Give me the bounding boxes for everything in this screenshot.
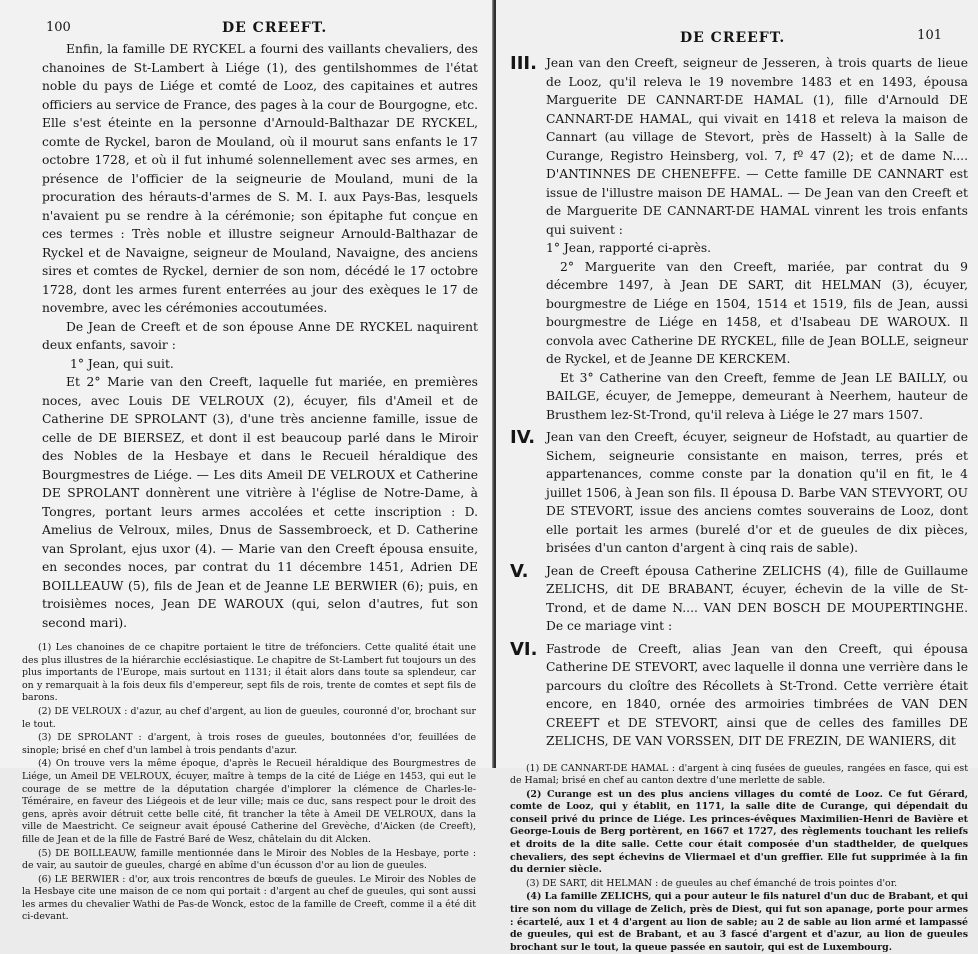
entry-text <box>546 640 968 751</box>
entry-paragraph: 2° Marguerite van den Creeft, mariée, par contrat du 9 décembre 1497, à Jean DE SART, dit HELMAN (3), écuyer, bourgmestre de Liége en 1504, 1514 et 1519, fils de Jean, aussi bourgmestre de Liége en 1458, et d'Isabeau DE WAROUX. Il convola avec Catherine DE RYCKEL, fille de Jean BOLLE, seigneur de Ryckel, et de Jeanne DE KERCKEM. <box>546 258 968 369</box>
footnote: (5) DE BOILLEAUW, famille mentionnée dans le Miroir des Nobles de la Hesbaye, porte : de vair, au sautoir de gueules, chargé en abîme d'un écusson d'or au lion de gueules. <box>22 848 476 873</box>
footnote: (4) On trouve vers la même époque, d'après le Recueil héraldique des Bourgmestres de Liége, un Ameil DE VELROUX, écuyer, maître à temps de la cité de Liége en 1453, qui eut le courage de se mettre de la députation chargée d'implorer la clémence de Charles-le-Téméraire, en faveur des Liégeois et de leur ville; mais ce duc, sans respect pour le droit des gens, après avoir détruit cette belle cité, fit trancher la tête à Ameil DE VELROUX, dans la ville de Maestricht. Ce seigneur avait épousé Catherine del Grevèche, d'Aicken (de Creeft), fille de Jean et de la fille de Fastré Baré de Wesz, châtelain du dit Alcken. <box>22 758 476 846</box>
footnote: (2) DE VELROUX : d'azur, au chef d'argent, au lion de gueules, couronné d'or, brochant sur le tout. <box>22 706 476 731</box>
left-page-number: 100 <box>46 20 71 35</box>
right-body-text <box>510 54 968 751</box>
entry-paragraph: Jean de Creeft épousa Catherine ZELICHS (4), fille de Guillaume ZELICHS, dit DE BRABANT, écuyer, échevin de la ville de St-Trond, et de dame N.... VAN DEN BOSCH DE MOUPERTINGHE. De ce mariage vint : <box>546 562 968 636</box>
right-page-header <box>510 0 968 40</box>
footnote: (2) Curange est un des plus anciens villages du comté de Looz. Ce fut Gérard, comte de Looz, qui y établit, en 1171, la salle dite de Curange, qui dépendait du conseil privé du prince de Liége. Les princes-évêques Maximilien-Henri de Bavière et George-Louis de Berg portèrent, en 1667 et 1727, des règlements touchant les reliefs et droits de la dite salle. Cette cour était composée d'un stadthelder, de quelques chevaliers, des sept échevins de Vliermael et d'un greffier. Elle fut supprimée à la fin du dernier siècle. <box>510 789 968 877</box>
entry-paragraph: Et 3° Catherine van den Creeft, femme de Jean LE BAILLY, ou BAILGE, écuyer, de Jemeppe, demeurant à Neerhem, hauteur de Brusthem lez-St-Trond, qu'il releva à Liége le 27 mars 1507. <box>546 369 968 425</box>
entry-text <box>546 562 968 636</box>
generation-numeral: III. <box>510 54 546 73</box>
left-body-text <box>42 40 478 632</box>
paragraph-ryckel-family: Enfin, la famille DE RYCKEL a fourni des vaillants chevaliers, des chanoines de St-Lambert à Liége (1), des gentilshommes de l'état noble du pays de Liége et comté de Looz, des capitaines et autres officiers au service de France, des pages à la cour de Bourgogne, etc. Elle s'est éteinte en la personne d'Arnould-Balthazar DE RYCKEL, comte de Ryckel, baron de Mouland, où il mourut sans enfants le 17 octobre 1728, et où il fut inhumé solennellement avec ses armes, en présence de l'officier de la seigneurie de Mouland, muni de la procuration des hérauts-d'armes de S. M. I. aux Pays-Bas, lesquels n'avaient pu se rendre à la cérémonie; son épitaphe fut conçue en ces termes : Très noble et illustre seigneur Arnould-Balthazar de Ryckel et de Navaigne, seigneur de Mouland, Navaigne, des anciens sires et comtes de Ryckel, dernier de son nom, décédé le 17 octobre 1728, dont les armes furent enterrées au jour des exèques le 17 de novembre, avec les cérémonies accoutumées. <box>42 40 478 318</box>
entry-text <box>546 428 968 558</box>
footnote: (3) DE SPROLANT : d'argent, à trois roses de gueules, boutonnées d'or, feuillées de sinople; brisé en chef d'un lambel à trois pendants d'azur. <box>22 732 476 757</box>
generation-entry-v <box>510 562 968 636</box>
entry-paragraph: Jean van den Creeft, seigneur de Jesseren, à trois quarts de lieue de Looz, qu'il releva le 19 novembre 1483 et en 1493, épousa Marguerite DE CANNART-DE HAMAL (1), fille d'Arnould DE CANNART-DE HAMAL, qui vivait en 1418 et releva la maison de Cannart (au village de Stevort, près de Hasselt) à la Salle de Curange, Registro Heinsberg, vol. 7, fº 47 (2); et de dame N.... D'ANTINNES DE CHENEFFE. — Cette famille DE CANNART est issue de l'illustre maison DE HAMAL. — De Jean van den Creeft et de Marguerite DE CANNART-DE HAMAL vinrent les trois enfants qui suivent : <box>546 54 968 239</box>
right-running-title: DE CREEFT. <box>680 30 785 46</box>
left-page <box>0 0 494 768</box>
entry-paragraph: Jean van den Creeft, écuyer, seigneur de Hofstadt, au quartier de Sichem, seigneurie consistante en maison, terres, prés et appartenances, comme conste par la donation qu'il en fit, le 4 juillet 1506, à Jean son fils. Il épousa D. Barbe VAN STEVYORT, OU DE STEVORT, issue des anciens comtes souverains de Looz, dont elle portait les armes (burelé d'or et de gueules de dix pièces, brisées d'un canton d'argent à cinq rais de sable). <box>546 428 968 558</box>
right-page <box>496 0 978 768</box>
right-page-number: 101 <box>917 28 942 43</box>
footnote: (6) LE BERWIER : d'or, aux trois rencontres de bœufs de gueules. Le Miroir des Nobles de la Hesbaye cite une maison de ce nom qui portait : d'argent au chef de gueules, qui sont aussi les armes du chevalier Wathi de Pas-de Wonck, estoc de la famille de Creeft, comme il a été dit ci-devant. <box>22 874 476 924</box>
footnote: (1) DE CANNART-DE HAMAL : d'argent à cinq fusées de gueules, rangées en fasce, qui est de Hamal; brisé en chef au canton dextre d'une merlette de sable. <box>510 763 968 788</box>
generation-numeral: IV. <box>510 428 546 447</box>
left-running-title: DE CREEFT. <box>222 20 327 36</box>
entry-paragraph: 1° Jean, rapporté ci-après. <box>546 239 968 258</box>
paragraph-children: De Jean de Creeft et de son épouse Anne DE RYCKEL naquirent deux enfants, savoir : <box>42 318 478 355</box>
left-page-header <box>42 0 478 40</box>
footnote: (4) La famille ZELICHS, qui a pour auteur le fils naturel d'un duc de Brabant, et qui tire son nom du village de Zelich, près de Diest, qui fut son apanage, porte pour armes : écartelé, aux 1 et 4 d'argent au lion de sable; au 2 de sable au lion armé et lampassé de gueules, qui est de Brabant, et au 3 fascé d'argent et d'azur, au lion de gueules brochant sur le tout, la queue passée en sautoir, qui est de Luxembourg. <box>510 891 968 954</box>
generation-entry-iv <box>510 428 968 558</box>
entry-paragraph: Fastrode de Creeft, alias Jean van den Creeft, qui épousa Catherine DE STEVORT, avec laquelle il donna une verrière dans le parcours du cloître des Récollets à St-Trond. Cette verrière était encore, en 1840, ornée des armoiries timbrées de VAN DEN CREEFT et DE STEVORT, ainsi que de celles des familles DE ZELICHS, DE VAN VORSSEN, DIT DE FREZIN, DE WANIERS, dit <box>546 640 968 751</box>
generation-entry-vi <box>510 640 968 751</box>
paragraph-marie: Et 2° Marie van den Creeft, laquelle fut mariée, en premières noces, avec Louis DE VELROUX (2), écuyer, fils d'Ameil et de Catherine DE SPROLANT (3), d'une très ancienne famille, issue de celle de DE BIERSEZ, et dont il est beaucoup parlé dans le Miroir des Nobles de la Hesbaye et dans le Recueil héraldique des Bourgmestres de Liége. — Les dits Ameil DE VELROUX et Catherine DE SPROLANT donnèrent une vitrière à l'église de Notre-Dame, à Tongres, portant leurs armes accolées et cette inscription : D. Amelius de Velroux, miles, Dnus de Sassembroeck, et D. Catherine van Sprolant, ejus uxor (4). — Marie van den Creeft épousa ensuite, en secondes noces, par contrat du 11 décembre 1451, Adrien DE BOILLEAUW (5), fils de Jean et de Jeanne LE BERWIER (6); puis, en troisièmes noces, Jean DE WAROUX (qui, selon d'autres, fut son second mari). <box>42 373 478 632</box>
footnote: (3) DE SART, dit HELMAN : de gueules au chef émanché de trois pointes d'or. <box>510 878 968 891</box>
paragraph-jean: 1° Jean, qui suit. <box>42 355 478 374</box>
entry-text <box>546 54 968 424</box>
left-footnotes <box>22 642 476 924</box>
generation-entry-iii <box>510 54 968 424</box>
right-footnotes <box>510 763 968 954</box>
generation-numeral: V. <box>510 562 546 581</box>
footnote: (1) Les chanoines de ce chapitre portaient le titre de tréfonciers. Cette qualité était une des plus illustres de la hiérarchie ecclésiastique. Le chapitre de St-Lambert fut toujours un des plus importants de l'Europe, mais surtout en 1131; il était alors dans toute sa splendeur, car on y remarquait à la fois deux fils d'empereur, sept fils de rois, trente de comtes et sept fils de barons. <box>22 642 476 705</box>
generation-numeral: VI. <box>510 640 546 659</box>
